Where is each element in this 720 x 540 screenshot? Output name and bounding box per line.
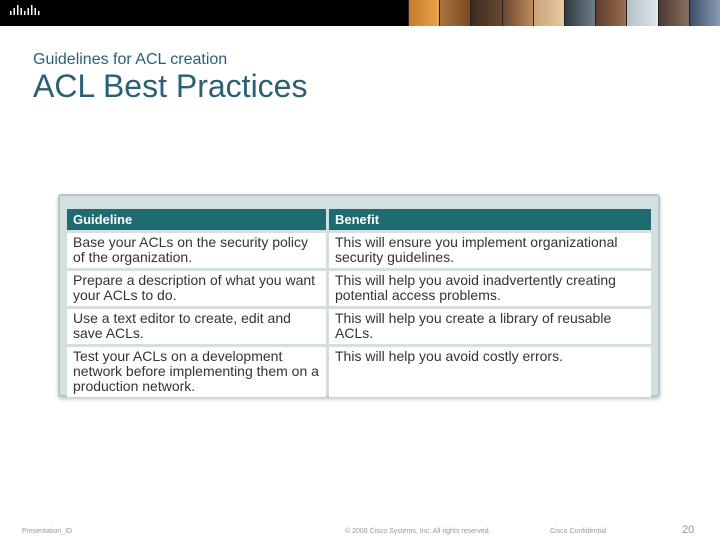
table-row [67, 271, 651, 306]
footer-copyright: © 2008 Cisco Systems, Inc. All rights reserved. [345, 528, 491, 535]
best-practices-table [58, 194, 660, 397]
footer-confidential: Cisco Confidential [550, 528, 607, 535]
guideline-cell: Base your ACLs on the security policy of the organization. [67, 233, 326, 268]
cisco-logo-icon [6, 3, 42, 23]
benefit-cell: This will help you create a library of reusable ACLs. [329, 309, 651, 344]
top-bar [0, 0, 720, 26]
table-row [67, 347, 651, 397]
slide-title: ACL Best Practices [33, 68, 308, 104]
benefit-cell: This will help you avoid inadvertently creating potential access problems. [329, 271, 651, 306]
guideline-cell: Use a text editor to create, edit and save ACLs. [67, 309, 326, 344]
benefit-cell: This will help you avoid costly errors. [329, 347, 651, 397]
guideline-column-header: Guideline [67, 209, 326, 230]
slide-subtitle: Guidelines for ACL creation [33, 51, 228, 68]
page-number: 20 [682, 524, 695, 536]
benefit-cell: This will ensure you implement organizational security guidelines. [329, 233, 651, 268]
guideline-cell: Prepare a description of what you want your ACLs to do. [67, 271, 326, 306]
table-header-row [67, 209, 651, 230]
footer-presentation-id: Presentation_ID [22, 528, 73, 535]
benefit-column-header: Benefit [329, 209, 651, 230]
table-row [67, 233, 651, 268]
guideline-cell: Test your ACLs on a development network before implementing them on a production network. [67, 347, 326, 397]
table-row [67, 309, 651, 344]
header-photo-strip [408, 0, 720, 26]
